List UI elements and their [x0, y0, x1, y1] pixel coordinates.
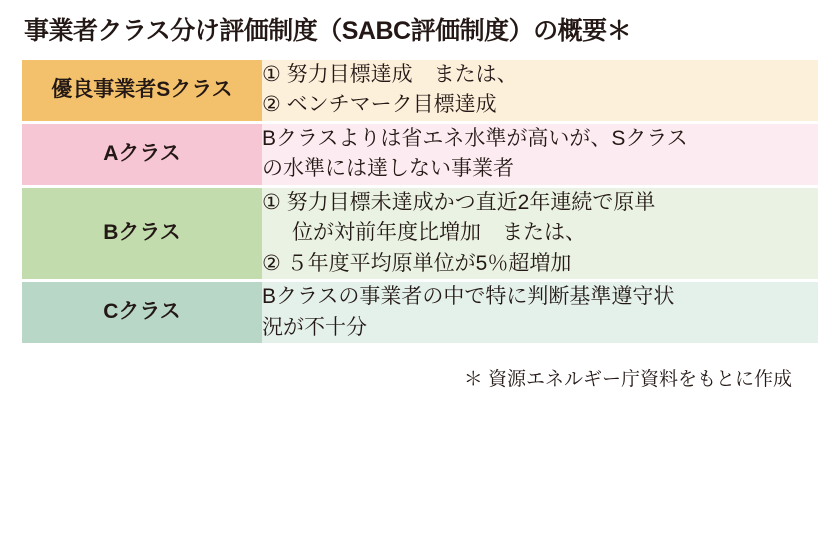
class-label-c: Cクラス	[22, 282, 262, 346]
class-label-s: 優良事業者Sクラス	[22, 60, 262, 124]
description-line: の水準には達しない事業者	[262, 157, 514, 181]
class-label-a: Aクラス	[22, 124, 262, 188]
description-line: ② ベンチマーク目標達成	[262, 93, 497, 117]
table-row	[22, 124, 818, 188]
description-line: ① 努力目標達成 または、	[262, 63, 518, 86]
table-row	[22, 60, 818, 124]
description-line: Bクラスよりは省エネ水準が高いが、Sクラス	[262, 126, 688, 150]
table-row	[22, 282, 818, 346]
class-description-s	[262, 60, 818, 124]
class-description-b	[262, 188, 818, 282]
source-note: ＊ 資源エネルギー庁資料をもとに作成	[463, 368, 792, 390]
sabc-class-table	[22, 60, 818, 346]
description-line: ① 努力目標未達成かつ直近2年連続で原単	[262, 190, 656, 214]
description-line: Bクラスの事業者の中で特に判断基準遵守状	[262, 285, 675, 309]
class-description-c	[262, 282, 818, 346]
table-row	[22, 188, 818, 282]
class-label-b: Bクラス	[22, 188, 262, 282]
class-description-a	[262, 124, 818, 188]
page-title: 事業者クラス分け評価制度（SABC評価制度）の概要＊	[24, 17, 632, 45]
description-line: 況が不十分	[262, 315, 367, 339]
description-line: 位が対前年度比増加 または、	[292, 221, 586, 245]
description-line: ② ５年度平均原単位が5％超増加	[262, 251, 572, 275]
